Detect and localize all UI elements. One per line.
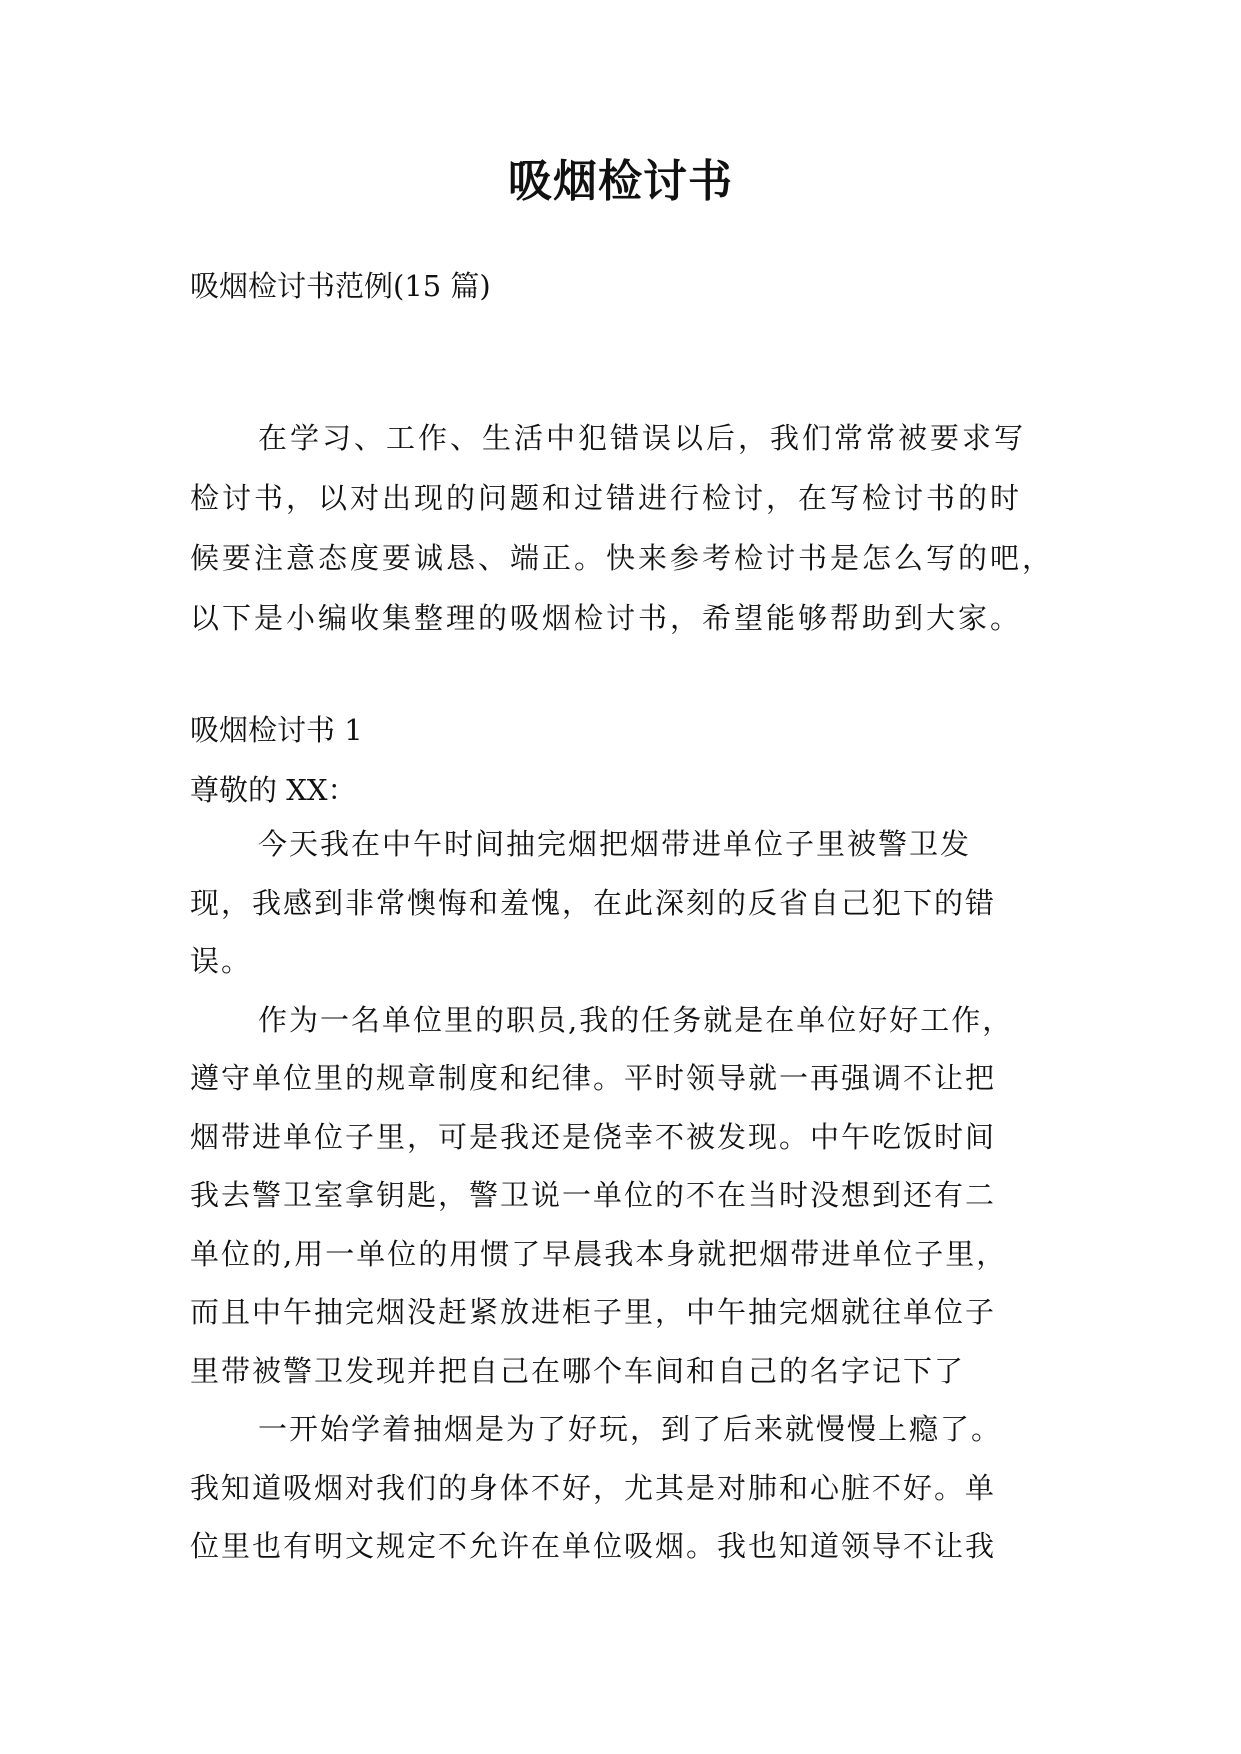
intro-paragraph [190,408,1055,648]
body-line: 而且中午抽完烟没赶紧放进柜子里，中午抽完烟就往单位子 [190,1295,997,1329]
body-line: 一开始学着抽烟是为了好玩，到了后来就慢慢上瘾了。 [258,1412,1003,1446]
intro-line: 在学习、工作、生活中犯错误以后，我们常常被要求写 [258,421,1027,455]
body-line: 现，我感到非常懊悔和羞愧，在此深刻的反省自己犯下的错 [190,885,997,920]
salutation: 尊敬的 XX： [190,773,357,807]
body-line: 今天我在中午时间抽完烟把烟带进单位子里被警卫发 [258,827,972,861]
body-line: 遵守单位里的规章制度和纪律。平时领导就一再强调不让把 [190,1061,997,1095]
document-title: 吸烟检讨书 [508,156,733,207]
body-line: 作为一名单位里的职员,我的任务就是在单位好好工作， [258,1002,1014,1037]
section-header [190,700,1050,820]
body-line: 误。 [190,944,253,978]
intro-line: 检讨书，以对出现的问题和过错进行检讨，在写检讨书的时 [190,481,1023,515]
section-heading: 吸烟检讨书 1 [190,713,363,747]
body-line: 单位的,用一单位的用惯了早晨我本身就把烟带进单位子里， [190,1236,1008,1271]
body-line: 里带被警卫发现并把自己在哪个车间和自己的名字记下了 [190,1353,966,1388]
body-line: 我知道吸烟对我们的身体不好，尤其是对肺和心脏不好。单 [190,1470,997,1505]
body-line: 位里也有明文规定不允许在单位吸烟。我也知道领导不让我 [190,1529,997,1563]
letter-body [190,815,1050,1576]
body-line: 我去警卫室拿钥匙，警卫说一单位的不在当时没想到还有二 [190,1178,997,1212]
intro-line: 候要注意态度要诚恳、端正。快来参考检讨书是怎么写的吧， [190,541,1055,575]
intro-line: 以下是小编收集整理的吸烟检讨书，希望能够帮助到大家。 [190,601,1023,635]
document-subtitle: 吸烟检讨书范例(15 篇) [190,269,491,303]
body-line: 烟带进单位子里，可是我还是侥幸不被发现。中午吃饭时间 [190,1119,997,1154]
